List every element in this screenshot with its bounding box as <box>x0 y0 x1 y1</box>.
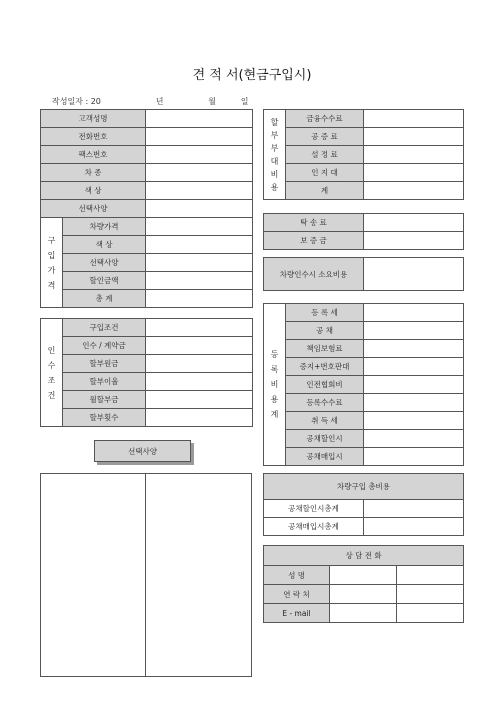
price-option-label: 선택사양 <box>63 254 146 272</box>
installment-count-field[interactable] <box>146 409 253 427</box>
total-discount-label: 공채할인시총계 <box>264 500 364 518</box>
deposit-money-label: 보 증 금 <box>264 232 364 250</box>
principal-label: 할부원금 <box>63 355 146 373</box>
association-fee-label: 인전협회비 <box>286 376 364 394</box>
consult-name-field-1[interactable] <box>330 566 397 585</box>
fax-label: 팩스번호 <box>41 146 146 164</box>
deposit-field[interactable] <box>146 337 253 355</box>
interest-rate-field[interactable] <box>146 373 253 391</box>
date-line <box>52 96 249 107</box>
deposit-money-field[interactable] <box>364 232 464 250</box>
color-label: 색 상 <box>41 182 146 200</box>
installment-costs-group-label: 할 부 부 대 비 용 <box>264 110 286 200</box>
fax-field[interactable] <box>146 146 253 164</box>
bond-discount-label: 공채할인시 <box>286 430 364 448</box>
page-title: 견 적 서(현금구입시) <box>192 68 312 83</box>
consult-email-field-1[interactable] <box>330 604 397 623</box>
notary-fee-label: 공 증 료 <box>286 128 364 146</box>
installment-costs-table <box>263 109 464 200</box>
installment-terms-group-label: 인 수 조 건 <box>41 319 63 427</box>
phone-field[interactable] <box>146 128 253 146</box>
setup-fee-field[interactable] <box>364 146 464 164</box>
consult-contact-label: 연 락 처 <box>264 585 330 604</box>
car-price-field[interactable] <box>146 218 253 236</box>
discount-label: 할인금액 <box>63 272 146 290</box>
acquisition-tax-label: 취 득 세 <box>286 412 364 430</box>
consult-name-field-2[interactable] <box>397 566 464 585</box>
car-model-field[interactable] <box>146 164 253 182</box>
monthly-payment-field[interactable] <box>146 391 253 409</box>
purchase-condition-label: 구입조건 <box>63 319 146 337</box>
registration-table <box>263 303 464 466</box>
price-total-label: 총 계 <box>63 290 146 308</box>
option-button[interactable]: 선택사양 <box>94 440 191 462</box>
delivery-cost-label: 차량인수시 소요비용 <box>264 258 364 291</box>
delivery-fee-label: 탁 송 료 <box>264 214 364 232</box>
customer-name-field[interactable] <box>146 110 253 128</box>
delivery-fee-field[interactable] <box>364 214 464 232</box>
total-purchase-label: 공채매입시총계 <box>264 518 364 536</box>
car-model-label: 차 종 <box>41 164 146 182</box>
total-purchase-field[interactable] <box>364 518 464 536</box>
acquisition-tax-field[interactable] <box>364 412 464 430</box>
date-year-label: 년 <box>155 97 164 106</box>
consult-table <box>263 545 464 623</box>
registration-fee-field[interactable] <box>364 394 464 412</box>
consult-email-field-2[interactable] <box>397 604 464 623</box>
plate-fee-field[interactable] <box>364 358 464 376</box>
principal-field[interactable] <box>146 355 253 373</box>
registration-group-label: 등 록 비 용 계 <box>264 304 286 466</box>
interest-rate-label: 할부이율 <box>63 373 146 391</box>
phone-label: 전화번호 <box>41 128 146 146</box>
installment-count-label: 할부횟수 <box>63 409 146 427</box>
date-month-label: 월 <box>208 97 216 106</box>
customer-name-label: 고객성명 <box>41 110 146 128</box>
consult-email-label: E - mail <box>264 604 330 623</box>
total-cost-table <box>263 473 464 536</box>
consult-contact-field-2[interactable] <box>397 585 464 604</box>
monthly-payment-label: 월할부금 <box>63 391 146 409</box>
memo-box-right[interactable] <box>145 473 252 677</box>
stamp-fee-field[interactable] <box>364 164 464 182</box>
finance-fee-field[interactable] <box>364 110 464 128</box>
color-field[interactable] <box>146 182 253 200</box>
registration-fee-label: 등록수수료 <box>286 394 364 412</box>
bond-purchase-label: 공채매입시 <box>286 448 364 466</box>
date-label: 작성일자 : 20 <box>52 97 101 106</box>
price-color-field[interactable] <box>146 236 253 254</box>
memo-box-left[interactable] <box>40 473 146 677</box>
setup-fee-label: 설 정 료 <box>286 146 364 164</box>
price-color-label: 색 상 <box>63 236 146 254</box>
bond-field[interactable] <box>364 322 464 340</box>
price-option-field[interactable] <box>146 254 253 272</box>
registration-tax-field[interactable] <box>364 304 464 322</box>
customer-table <box>40 109 253 308</box>
installment-cost-total-label: 계 <box>286 182 364 200</box>
option-label: 선택사양 <box>41 200 146 218</box>
total-cost-header: 차량구입 총비용 <box>264 474 464 500</box>
insurance-label: 책임보험료 <box>286 340 364 358</box>
purchase-condition-field[interactable] <box>146 319 253 337</box>
finance-fee-label: 금융수수료 <box>286 110 364 128</box>
date-day-label: 일 <box>240 97 249 106</box>
purchase-price-group-label: 구 입 가 격 <box>41 218 63 308</box>
consult-name-label: 성 명 <box>264 566 330 585</box>
consult-header: 상 담 전 화 <box>264 546 464 566</box>
deposit-label: 인수 / 계약금 <box>63 337 146 355</box>
delivery-table <box>263 213 464 250</box>
installment-terms-table <box>40 318 253 427</box>
delivery-cost-field[interactable] <box>364 258 464 291</box>
bond-purchase-field[interactable] <box>364 448 464 466</box>
registration-tax-label: 등 록 세 <box>286 304 364 322</box>
discount-field[interactable] <box>146 272 253 290</box>
plate-fee-label: 증지+번호판대 <box>286 358 364 376</box>
option-field[interactable] <box>146 200 253 218</box>
installment-cost-total-field[interactable] <box>364 182 464 200</box>
delivery-cost-table <box>263 257 464 291</box>
bond-label: 공 채 <box>286 322 364 340</box>
insurance-field[interactable] <box>364 340 464 358</box>
notary-fee-field[interactable] <box>364 128 464 146</box>
consult-contact-field-1[interactable] <box>330 585 397 604</box>
association-fee-field[interactable] <box>364 376 464 394</box>
stamp-fee-label: 인 지 대 <box>286 164 364 182</box>
bond-discount-field[interactable] <box>364 430 464 448</box>
price-total-field[interactable] <box>146 290 253 308</box>
total-discount-field[interactable] <box>364 500 464 518</box>
car-price-label: 차량가격 <box>63 218 146 236</box>
